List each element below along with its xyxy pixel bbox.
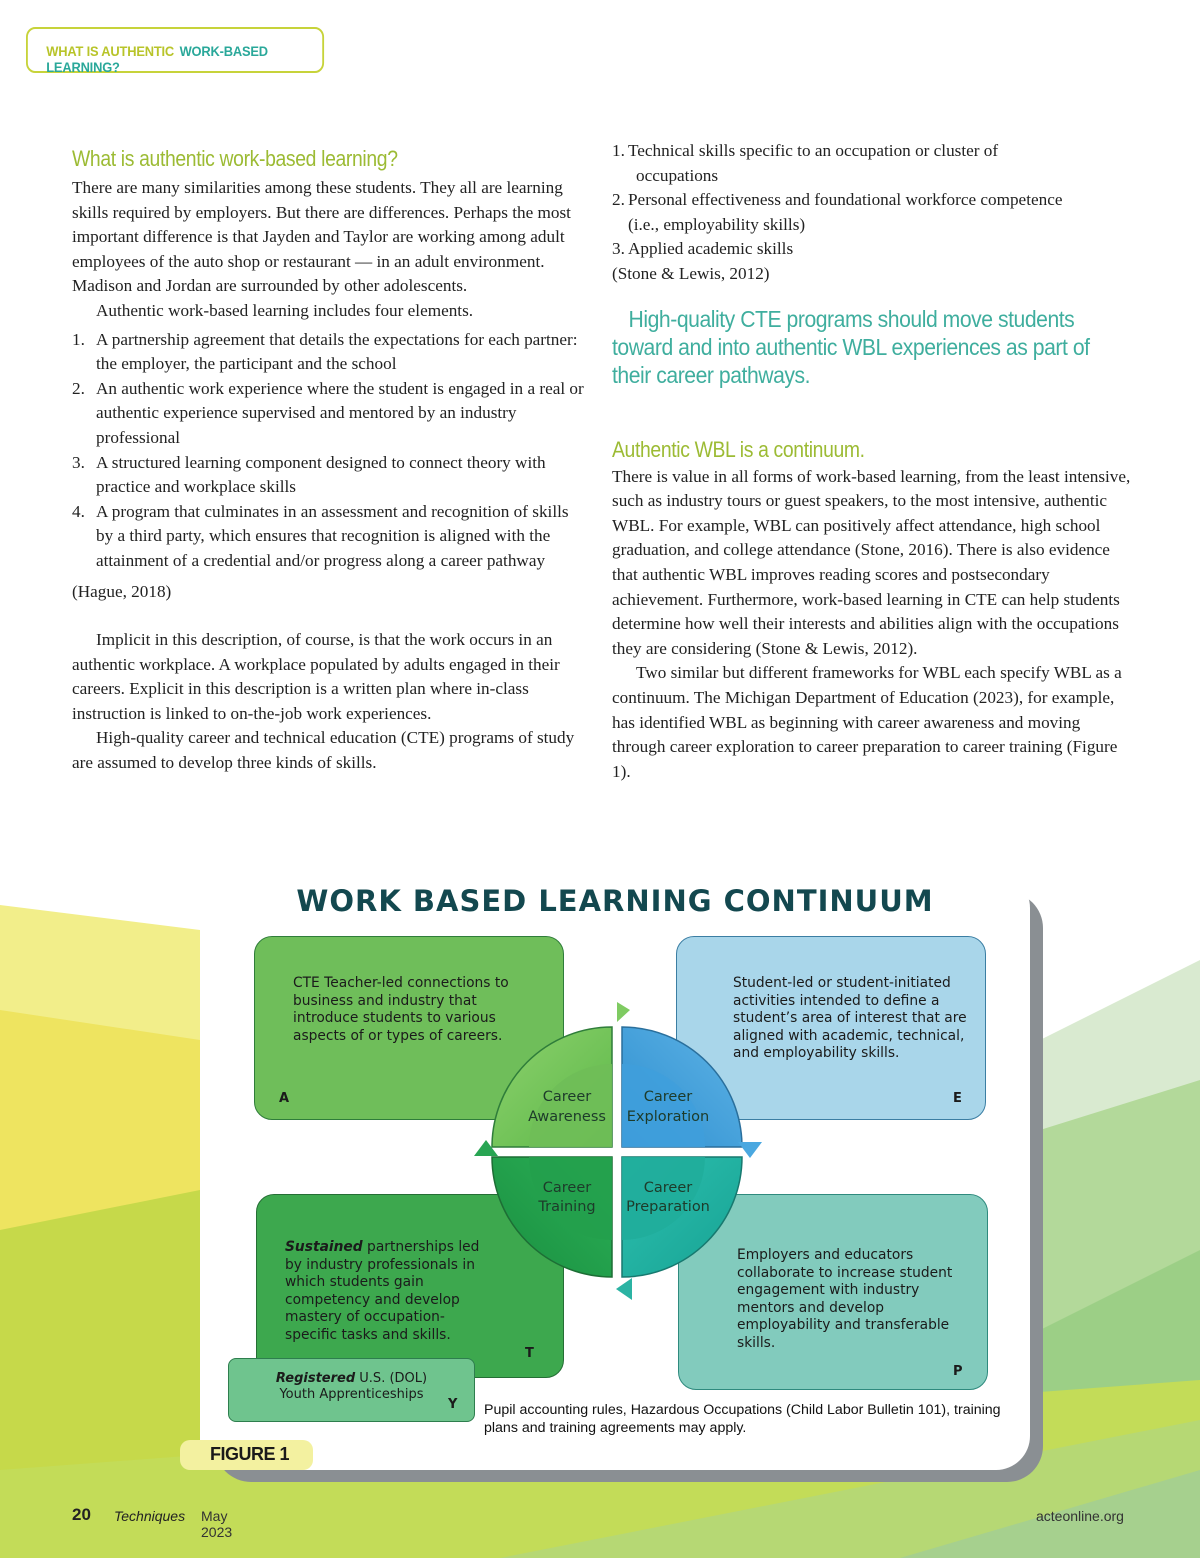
box-letter: T xyxy=(525,1346,534,1361)
wheel-label-preparation: Career Preparation xyxy=(626,1180,710,1215)
citation: (Stone & Lewis, 2012) xyxy=(612,263,770,283)
heading-wbl-continuum: Authentic WBL is a continuum. xyxy=(612,436,865,462)
list-item xyxy=(72,451,590,500)
arrow-head-icon xyxy=(617,1002,630,1022)
list-text: Applied academic skills xyxy=(628,239,794,259)
list-item xyxy=(612,139,1132,188)
wheel-label-exploration: Career Exploration xyxy=(626,1089,710,1125)
box-letter: A xyxy=(279,1091,290,1106)
section-tag xyxy=(26,27,324,73)
page-number: 20 xyxy=(72,1505,91,1524)
section-tag-part2: WORK-BASED LEARNING? xyxy=(46,43,268,75)
issue-date: May 2023 xyxy=(201,1508,233,1540)
box-text xyxy=(229,1371,474,1403)
figure-note: Pupil accounting rules, Hazardous Occupations (Child Labor Bulletin 101), training plans and training agreements may apply. xyxy=(484,1402,1001,1436)
box-text: Employers and educators collaborate to increase student engagement with industry mentors and develop employability and transferable skills. xyxy=(737,1247,953,1351)
box-text: CTE Teacher-led connections to business and industry that introduce students to various aspects of or types of careers. xyxy=(293,975,509,1044)
box-text: Student-led or student-initiated activities intended to define a student’s area of interest that are aligned with academic, technical, and employability skills. xyxy=(733,975,967,1061)
list-number: 3. xyxy=(72,452,85,472)
list-text-cont: occupations xyxy=(636,165,719,185)
list-text: Technical skills specific to an occupation or cluster of xyxy=(628,141,999,160)
list-item xyxy=(612,237,1132,262)
list-item xyxy=(72,328,590,377)
wheel-label-training: Career Training xyxy=(538,1180,596,1215)
box-youth-apprenticeships xyxy=(228,1358,475,1422)
list-text: A program that culminates in an assessment and recognition of skills by a third party, which ensures that recognition is aligned with the attainment of a credential and/or progress along a career pathway xyxy=(96,501,569,570)
list-number: 4. xyxy=(72,501,85,521)
list-number: 2. xyxy=(612,190,625,210)
list-text: An authentic work experience where the student is engaged in a real or authentic experience supervised and mentored by an industry professional xyxy=(96,378,584,447)
box-text-emphasis: Registered xyxy=(275,1371,356,1386)
box-letter: P xyxy=(953,1364,963,1379)
list-number: 3. xyxy=(612,239,625,259)
box-text-body: partnerships led by industry professionals in which students gain competency and develop mastery of occupation-specific tasks and skills. xyxy=(285,1239,480,1343)
wheel-label-awareness: Career Awareness xyxy=(528,1089,606,1125)
website-link[interactable]: acteonline.org xyxy=(1036,1508,1124,1524)
pull-quote: High-quality CTE programs should move students toward and into authentic WBL experiences as part of their career pathways. xyxy=(612,305,1090,388)
section-tag-part1: WHAT IS AUTHENTIC xyxy=(46,43,175,59)
career-cycle-wheel xyxy=(462,1002,772,1302)
list-text: A structured learning component designed to connect theory with practice and workplace skills xyxy=(96,452,546,497)
arrow-head-icon xyxy=(616,1278,632,1300)
skills-list xyxy=(612,139,1132,262)
figure-label: FIGURE 1 xyxy=(180,1440,313,1470)
list-text: A partnership agreement that details the expectations for each partner: the employer, the participant and the school xyxy=(96,329,578,374)
paragraph: Authentic work-based learning includes four elements. xyxy=(96,300,474,320)
list-item xyxy=(72,377,590,451)
list-number: 1. xyxy=(612,141,625,160)
figure-title: WORK BASED LEARNING CONTINUUM xyxy=(296,884,934,918)
list-number: 1. xyxy=(72,329,85,349)
box-text-line1: U.S. (DOL) xyxy=(355,1371,428,1386)
paragraph: Implicit in this description, of course, is that the work occurs in an authentic workplace. A workplace populated by adults engaged in their careers. Explicit in this description is a written plan where in-class instruction is linked to on-the-job work experiences. xyxy=(72,630,560,723)
magazine-name: Techniques xyxy=(114,1508,186,1524)
paragraph: Two similar but different frameworks for WBL each specify WBL as a continuum. The Michigan Department of Education (2023), for example, has identified WBL as beginning with career awareness and moving through career exploration to career preparation to career training (Figure 1). xyxy=(612,663,1122,781)
paragraph: There are many similarities among these students. They all are learning skills required by employers. But there are differences. Perhaps the most important difference is that Jayden and Taylor are working among adult employees of the auto shop or restaurant — in an adult environment. Madison and Jordan are surrounded by other adolescents. xyxy=(72,178,571,296)
list-item xyxy=(612,188,1132,237)
paragraph: High-quality career and technical education (CTE) programs of study are assumed to develop three kinds of skills. xyxy=(72,728,575,773)
left-column xyxy=(72,144,590,776)
citation: (Hague, 2018) xyxy=(72,581,172,601)
heading-authentic-wbl: What is authentic work-based learning? xyxy=(72,146,398,171)
list-text: Personal effectiveness and foundational workforce competence xyxy=(628,190,1063,210)
list-number: 2. xyxy=(72,378,85,398)
figure-wbl-continuum xyxy=(200,874,1030,1470)
box-text-emphasis: Sustained xyxy=(285,1239,363,1255)
box-letter: Y xyxy=(448,1397,458,1412)
paragraph: There is value in all forms of work-based learning, from the least intensive, such as industry tours or guest speakers, to the most intensive, authentic WBL. For example, WBL can positively affect attendance, high school graduation, and college attendance (Stone, 2016). There is also evidence that authentic WBL improves reading scores and postsecondary achievement. Furthermore, work-based learning in CTE can help students determine how well their interests and abilities align with the occupations they are considering (Stone & Lewis, 2012). xyxy=(612,466,1131,658)
list-item xyxy=(72,500,590,574)
elements-list xyxy=(72,328,590,574)
box-letter: E xyxy=(953,1091,962,1106)
right-column xyxy=(612,139,1132,784)
list-text-cont: (i.e., employability skills) xyxy=(628,214,806,234)
box-text-line2: Youth Apprenticeships xyxy=(279,1387,424,1402)
arrow-head-icon xyxy=(738,1142,762,1158)
